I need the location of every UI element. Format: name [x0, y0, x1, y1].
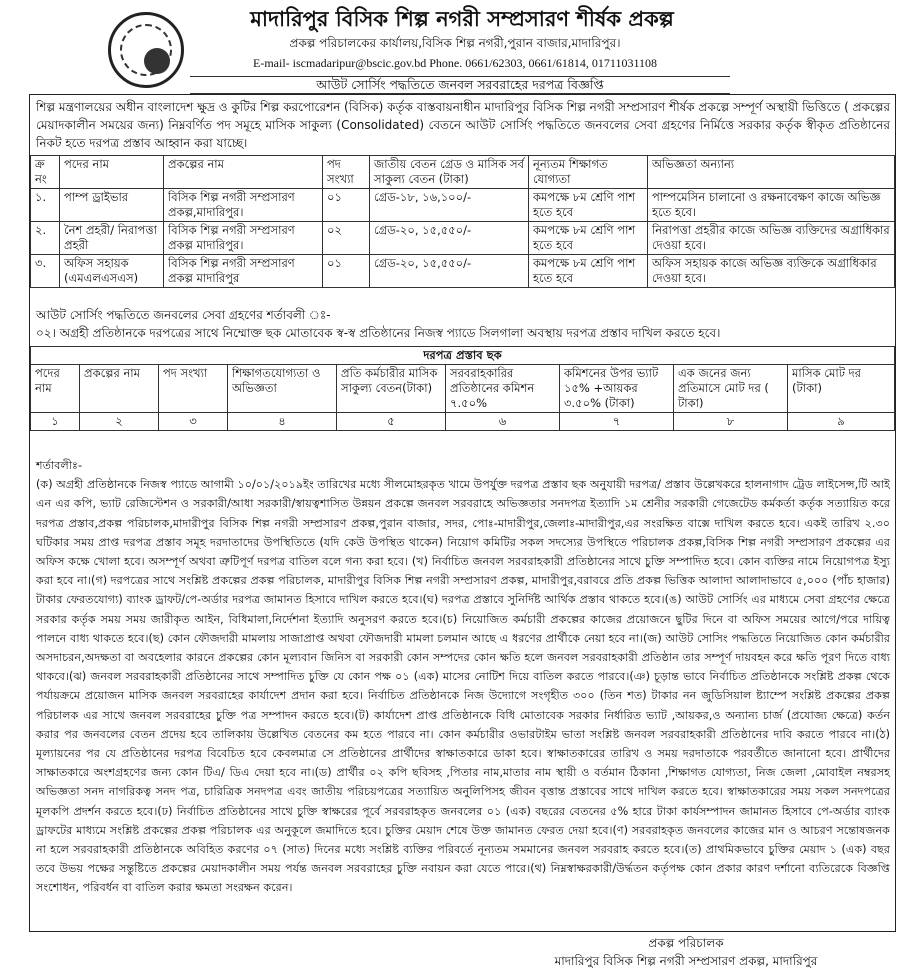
column-header: প্রকল্পের নাম — [80, 365, 159, 413]
column-number: ৪ — [228, 413, 337, 431]
table-cell: পাম্প ড্রাইভার — [60, 189, 164, 222]
notice-subtitle: আউট সোর্সিং পদ্ধতিতে জনবল সরবরাহের দরপত্র বিজ্ঞপ্তি — [190, 76, 730, 94]
table-cell: ০২ — [323, 222, 370, 255]
column-header: শিক্ষাগতযোগ্যতা ও অভিজ্ঞতা — [228, 365, 337, 413]
column-header: প্রতি কর্মচারীর মাসিক সাকুল্য বেতন(টাকা) — [337, 365, 446, 413]
column-header: এক জনের জন্য প্রতিমাসে মোট দর ( টাকা) — [674, 365, 788, 413]
column-header: প্রকল্পের নাম — [164, 156, 323, 189]
table-header-row — [31, 365, 895, 413]
table-cell: ১. — [31, 189, 60, 222]
column-header: কমিশনের উপর ভ্যাট ১৫% +আয়কর ৩.৫০% (টাকা) — [560, 365, 674, 413]
column-number: ৩ — [159, 413, 228, 431]
terms-label: শর্তাবলীঃ- — [36, 459, 83, 472]
table-cell: গ্রেড-২০, ১৫,৫৫০/- — [370, 222, 529, 255]
table-cell: বিসিক শিল্প নগরী সম্প্রসারণ প্রকল্প মাদারিপুর। — [164, 222, 323, 255]
notice-title: মাদারিপুর বিসিক শিল্প নগরী সম্প্রসারণ শীর্ষক প্রকল্প — [250, 7, 674, 31]
condition-02: ০২। অগ্রহী প্রতিষ্ঠানকে দরপত্রের সাথে নিম্মোক্ত ছক মোতাবেক স্ব-স্ব প্রতিষ্ঠানের নিজস্ব প্যাডে সিলগালা অবস্থায় দরপত্র প্রস্তাব দাখিল করতে হবে। — [36, 326, 721, 340]
table-cell: বিসিক শিল্প নগরী সম্প্রসারণ প্রকল্প মাদারিপুর — [164, 255, 323, 288]
table-cell: অফিস সহায়ক কাজে অভিজ্ঞ ব্যক্তিকে অগ্রাধিকার দেওয়া হবে। — [648, 255, 895, 288]
column-number-row — [31, 413, 895, 431]
table-cell: অফিস সহায়ক (এমএলএসএস) — [60, 255, 164, 288]
column-number: ৬ — [446, 413, 560, 431]
column-header: পদ সংখ্যা — [323, 156, 370, 189]
table-cell: গ্রেড-২০, ১৫,৫৫০/- — [370, 255, 529, 288]
column-number: ২ — [80, 413, 159, 431]
table-row — [31, 189, 895, 222]
column-header: পদের নাম — [60, 156, 164, 189]
column-header: সরবরাহকারির প্রতিষ্ঠানের কমিশন ৭.৫০% — [446, 365, 560, 413]
table-row — [31, 222, 895, 255]
table-cell: কমপক্ষে ৮ম শ্রেণি পাশ হতে হবে — [529, 222, 648, 255]
table-row — [31, 255, 895, 288]
column-number: ৫ — [337, 413, 446, 431]
conditions-heading: আউট সোর্সিং পদ্ধতিতে জনবলের সেবা গ্রহণের শর্তাবলী ঃ- — [36, 308, 331, 322]
column-header: অভিজ্ঞতা অন্যান্য — [648, 156, 895, 189]
intro-paragraph: শিল্প মন্ত্রণালয়ের অধীন বাংলাদেশ ক্ষুদ্র ও কুটির শিল্প করপোরেশন (বিসিক) কর্তৃক বাস্তবায়নাধীন মাদারিপুর বিসিক শিল্প নগরী সম্প্রসারণ শীর্ষক প্রকল্পে সম্পূর্ণ অস্থায়ী ভিত্তিতে ( প্রকল্পের মেয়াদকালীন সময়ের জন্য) নিম্নবর্ণিত পদ সমূহে মাসিক সাকুল্য (Consolidated) বেতনে আউট সোর্সিং পদ্ধতিতে জনবলের সেবা গ্রহণের নির্মিত্তে সরকার কর্তৃক স্বীকৃত প্রতিষ্ঠানের নিকট হতে দরপত্র প্রস্তাব আহ্বান করা যাচ্ছে। — [36, 100, 890, 150]
bscic-logo-icon — [108, 12, 184, 88]
table-cell: নিরাপত্তা প্রহরীর কাজে অভিজ্ঞ ব্যক্তিদের অগ্রাধিকার দেওয়া হবে। — [648, 222, 895, 255]
table-cell: কমপক্ষে ৮ম শ্রেণি পাশ হতে হবে — [529, 189, 648, 222]
column-header: ক্র নং — [31, 156, 60, 189]
table-header-row — [31, 156, 895, 189]
column-header: পদের নাম — [31, 365, 80, 413]
bid-form-caption: দরপত্র প্রস্তাব ছক — [31, 347, 895, 365]
column-number: ৭ — [560, 413, 674, 431]
column-header: নূন্যতম শিক্ষাগত যোগ্যতা — [529, 156, 648, 189]
table-cell: গ্রেড-১৮, ১৬,১০০/- — [370, 189, 529, 222]
table-cell: কমপক্ষে ৮ম শ্রেণি পাশ হতে হবে — [529, 255, 648, 288]
table-cell: ৩. — [31, 255, 60, 288]
table-cell: নৈশ প্রহরী/ নিরাপত্তা প্রহরী — [60, 222, 164, 255]
column-number: ৯ — [788, 413, 895, 431]
terms-text: (ক) অগ্রহী প্রতিষ্ঠানকে নিজস্ব প্যাডে আগামী ১০/০১/২০১৯ইং তারিখের মধ্যে সীলমোহরকৃত খামে উপর্যুক্ত দরপত্র প্রস্তাব ছক অনুযায়ী দরপত্র/ প্রস্তাব উল্লেখকরে হালনাগাদ ট্রেড লাইসেন্স,টি আই এন এর কপি, ভ্যাট রেজিস্টেশন ও সরকারী/আধা সরকারী/স্বায়ত্বশাসিত উন্নয়ন প্রকল্পে জনবল সরবরাহে অভিজ্ঞতার সনদপত্র ইত্যাদি ১ম শ্রেনীর সরকারী গেজেটেড কর্মকর্তা কর্তৃক সত্যায়িত করে দরপত্র প্রস্তাব,প্রকল্প পরিচালক,মাদারীপুর বিসিক শিল্প নগরী সম্প্রসারণ প্রকল্প,পুরান বাজার, সদর, পোঃ-মাদারীপুর,জেলাঃ-মাদারীপুর,এর সংরক্ষিত বাক্সে দাখিল করতে হবে। একই তারিখ ২.৩০ ঘটিকার সময় প্রাপ্ত দরপত্র প্রস্তাব সমূহ দরদাতাদের উপস্থিতিতে (যদি কেউ উপস্থিত থাকেন) নিয়োগ কমিটির সকল সদস্যের উপস্থিতে পরিচালক প্রকল্প,বিসিক শিল্প নগরী সম্প্রসারণ প্রকল্পের এর অফিস কক্ষে খোলা হবে। অসম্পূর্ণ অথবা ত্রুটিপূর্ণ দরপত্র বাতিল বলে গন্য করা হবে। (খ) নির্বাচিত জনবল সরবরাহকারী প্রতিষ্ঠানের সাথে চুক্তি সম্পাদিত হবে। কোন ব্যক্তির নামে নিয়োগপত্র ইস্যু করা হবে না।(গ) দরপত্রের সাথে সংশ্লিষ্ট প্রকল্পের প্রকল্প পরিচালক, মাদারীপুর বিসিক শিল্প নগরী সম্প্রসারণ প্রকল্প, মাদারীপুর,বরাবরে প্রতি প্রকল্প ভিত্তিক আলাদা আলাদাভাবে ৫,০০০ (পাঁচ হাজার) টাকার ফেরতযোগ্য) ব্যাংক ড্রাফট/পে-অর্ডার দরপত্র জামানত হিসাবে দাখিল করতে হবে।(ঘ) দরপত্র প্রস্তাবে সুনির্দিষ্ট আর্থিক প্রস্তাব থাকতে হবে।(ঙ) আউট সোর্সিং এর মাধ্যমে সেবা গ্রহণের ক্ষেত্রে সরকার কর্তৃক সময় সময় জারীকৃত আইন, বিধিমালা,নির্দেশনা ইত্যাদি অনুসরণ করতে হবে।(চ) নিয়োজিত কর্মচারী প্রকল্পের কাজের প্রয়োজনে ছুটির দিনে বা অফিস সময়ের আগে/পরে দায়িত্ব পালনে বাধ্য থাকতে হবে।(ছ) কোন ফৌজদারী মামলায় সাজাপ্রাপ্ত অথবা ফৌজদারী মামলা চলমান আছে এ ধরণের প্রার্থীকে নেয়া হবে না।(জ) আউট সোসিং পদ্ধতিতে নিয়োজিত কোন কর্মচারীর অসদাচরন,অদক্ষতা বা অবহেলার কারনে প্রকল্পের কোন মূল্যবান জিনিস বা সরকারী কোন সম্পদের কোন ক্ষতি হলে জনবল সরবরাহকারী প্রতিষ্ঠান তার সম্পূর্ণ দায়বহন করে ক্ষতি পূরণ দিতে বাধ্য থাকবে।(ঝ) জনবল সরবরাহকারী প্রতিষ্ঠানের সাথে সম্পাদিত চুক্তি যে কোন পক্ষ ০১ (এক) মাসের নোটিশ দিয়ে বাতিল করতে পারবে।(ঞ) চূড়ান্ত ভাবে নির্বাচিত প্রতিষ্ঠানকে সংশ্লিষ্ট প্রকল্প থেকে পর্যায়ক্রমে প্রয়োজন মাসিক জনবল সরবরাহের কার্যাদেশ প্রদান করা হবে। নির্বাচিত প্রতিষ্ঠানকে নিজ উদ্যোগে সংগৃহীত ৩০০ (তিন শত) টাকার নন জুডিসিয়াল ষ্ট্যাম্পে সংশ্লিষ্ট প্রকল্পের প্রকল্প পরিচালক এর সাথে জনবল সরবরাহের চুক্তি পত্র সম্পাদন করতে হবে।(ট) কার্যাদেশ প্রাপ্ত প্রতিষ্ঠানকে বিধি মোতাবেক সরকার নির্ধারিত ভ্যাট ,আয়কর,ও অন্যান্য চার্জ (প্রযোজ্য ক্ষেত্রে) কর্তন করার পর জনবলের বেতন প্রদেয় হবে তালিকায় উল্লেখিত বেতনের কম হতে পারবে না। কোন কর্মচারীর ওভারটাইম ভাতা সংশ্লিষ্ট জনবল সরবরাহকারী প্রতিষ্ঠানের দাবি করতে পারবে না।(ঠ) মূল্যায়নের পর যে প্রতিষ্ঠানের দরপত্র বিবেচিত হবে কেবলমাত্র সে প্রতিষ্ঠানের প্রার্থীদের স্বাক্ষাতকারে ডাকা হবে। স্বাক্ষাতকারের তারিখ ও সময় দরদাতাকে পরবর্তীতে জানানো হবে। প্রার্থীদের সাক্ষাতকারে অংশগ্রহণের জন্য কোন টিএ/ ডিএ দেয়া হবে না।(ড) প্রার্থীর ০২ কপি ছবিসহ ,পিতার নাম,মাতার নাম স্থায়ী ও বর্তমান ঠিকানা ,শিক্ষাগত যোগ্যতা, নিজ জেলা ,মোবাইল নম্বরসহ অভিজ্ঞতা সনদ নাগরিকত্ব সনদ পত্র, চারিত্রিক সনদপত্র এবং জাতীয় পরিচয়পত্রের সত্যায়িত অনুলিপিসহ জীবন বৃত্তান্ত প্রস্তাবের সাথে দাখিল করতে হবে। স্বাক্ষাতকারের সময় সকল সনদপত্রের মূলকপি প্রদর্শন করতে হবে।(ঢ) নির্বাচিত প্রতিষ্ঠানের সাথে চুক্তি স্বাক্ষরের পূর্বে সরবরাহকৃত জনবলের ০১ (এক) বছরের বেতনের ৫% হারে টাকা কার্যসম্পাদন জামানত হিসাবে পে-অর্ডার ব্যাংক ড্রাফটের মাধ্যমে সংশ্লিষ্ট প্রকল্পের প্রকল্প পরিচালক এর অনুকূলে জমাদিতে হবে। চুক্তির মেয়াদ শেষে উক্ত জামানত ফেরত দেয়া হবে।(ণ) সরবরাহকৃত জনবলের কাজের মান ও আচরণ সন্তোষজনক না হলে সরবরাহকারী প্রতিষ্ঠানকে অবিহিত করণের ০৭ (সাত) দিনের মধ্যে সংশ্লিষ্ট ব্যক্তির পরিবর্তে নূন্যতম সমমানের জনবল সরবরাহ করতে হবে।(ত) প্রাথমিকভাবে চুক্তির মেয়াদ ১ (এক) বছর তবে উভয় পক্ষের সন্তুষ্টিতে প্রকল্পের মেয়াদকালীন সময় পর্যন্ত জনবল সরবরাহের চুক্তি নবায়ন করা যেতে পারে।(থ) নিম্নস্বাক্ষরকারী/উর্দ্ধতন কর্তৃপক্ষ কোন প্রকার কারণ দর্শানো ব্যতিরেকে বিজ্ঞপ্তি সংশোধন, পরিবর্ধন বা বাতিল করার ক্ষমতা সংরক্ষন করেন। — [36, 478, 890, 895]
table-cell: ০১ — [323, 255, 370, 288]
column-header: জাতীয় বেতন গ্রেড ও মাসিক সর্ব সাকুল্য বেতন (টাকা) — [370, 156, 529, 189]
contact-info: E-mail- iscmadaripur@bscic.gov.bd Phone. 0661/62303, 0661/61814, 01711031108 — [253, 56, 657, 70]
table-cell: ০১ — [323, 189, 370, 222]
posts-table — [30, 155, 895, 288]
column-number: ১ — [31, 413, 80, 431]
table-caption-row — [31, 347, 895, 365]
column-header: মাসিক মোট দর (টাকা) — [788, 365, 895, 413]
column-number: ৮ — [674, 413, 788, 431]
signature-block — [526, 934, 846, 970]
column-header: পদ সংখ্যা — [159, 365, 228, 413]
signatory-designation: প্রকল্প পরিচালক — [648, 936, 724, 950]
bid-form-table — [30, 346, 895, 431]
signatory-office: মাদারিপুর বিসিক শিল্প নগরী সম্প্রসারণ প্রকল্প, মাদারিপুর — [554, 954, 818, 968]
terms-block — [36, 456, 890, 898]
office-address: প্রকল্প পরিচালকের কার্যালয়,বিসিক শিল্প নগরী,পুরান বাজার,মাদারিপুর। — [289, 36, 621, 50]
table-cell: পাম্পমেসিন চালানো ও রক্ষনাবেক্ষণ কাজে অভিজ্ঞ হতে হবে। — [648, 189, 895, 222]
table-cell: বিসিক শিল্প নগরী সম্প্রসারণ প্রকল্প,মাদারিপুর। — [164, 189, 323, 222]
table-cell: ২. — [31, 222, 60, 255]
